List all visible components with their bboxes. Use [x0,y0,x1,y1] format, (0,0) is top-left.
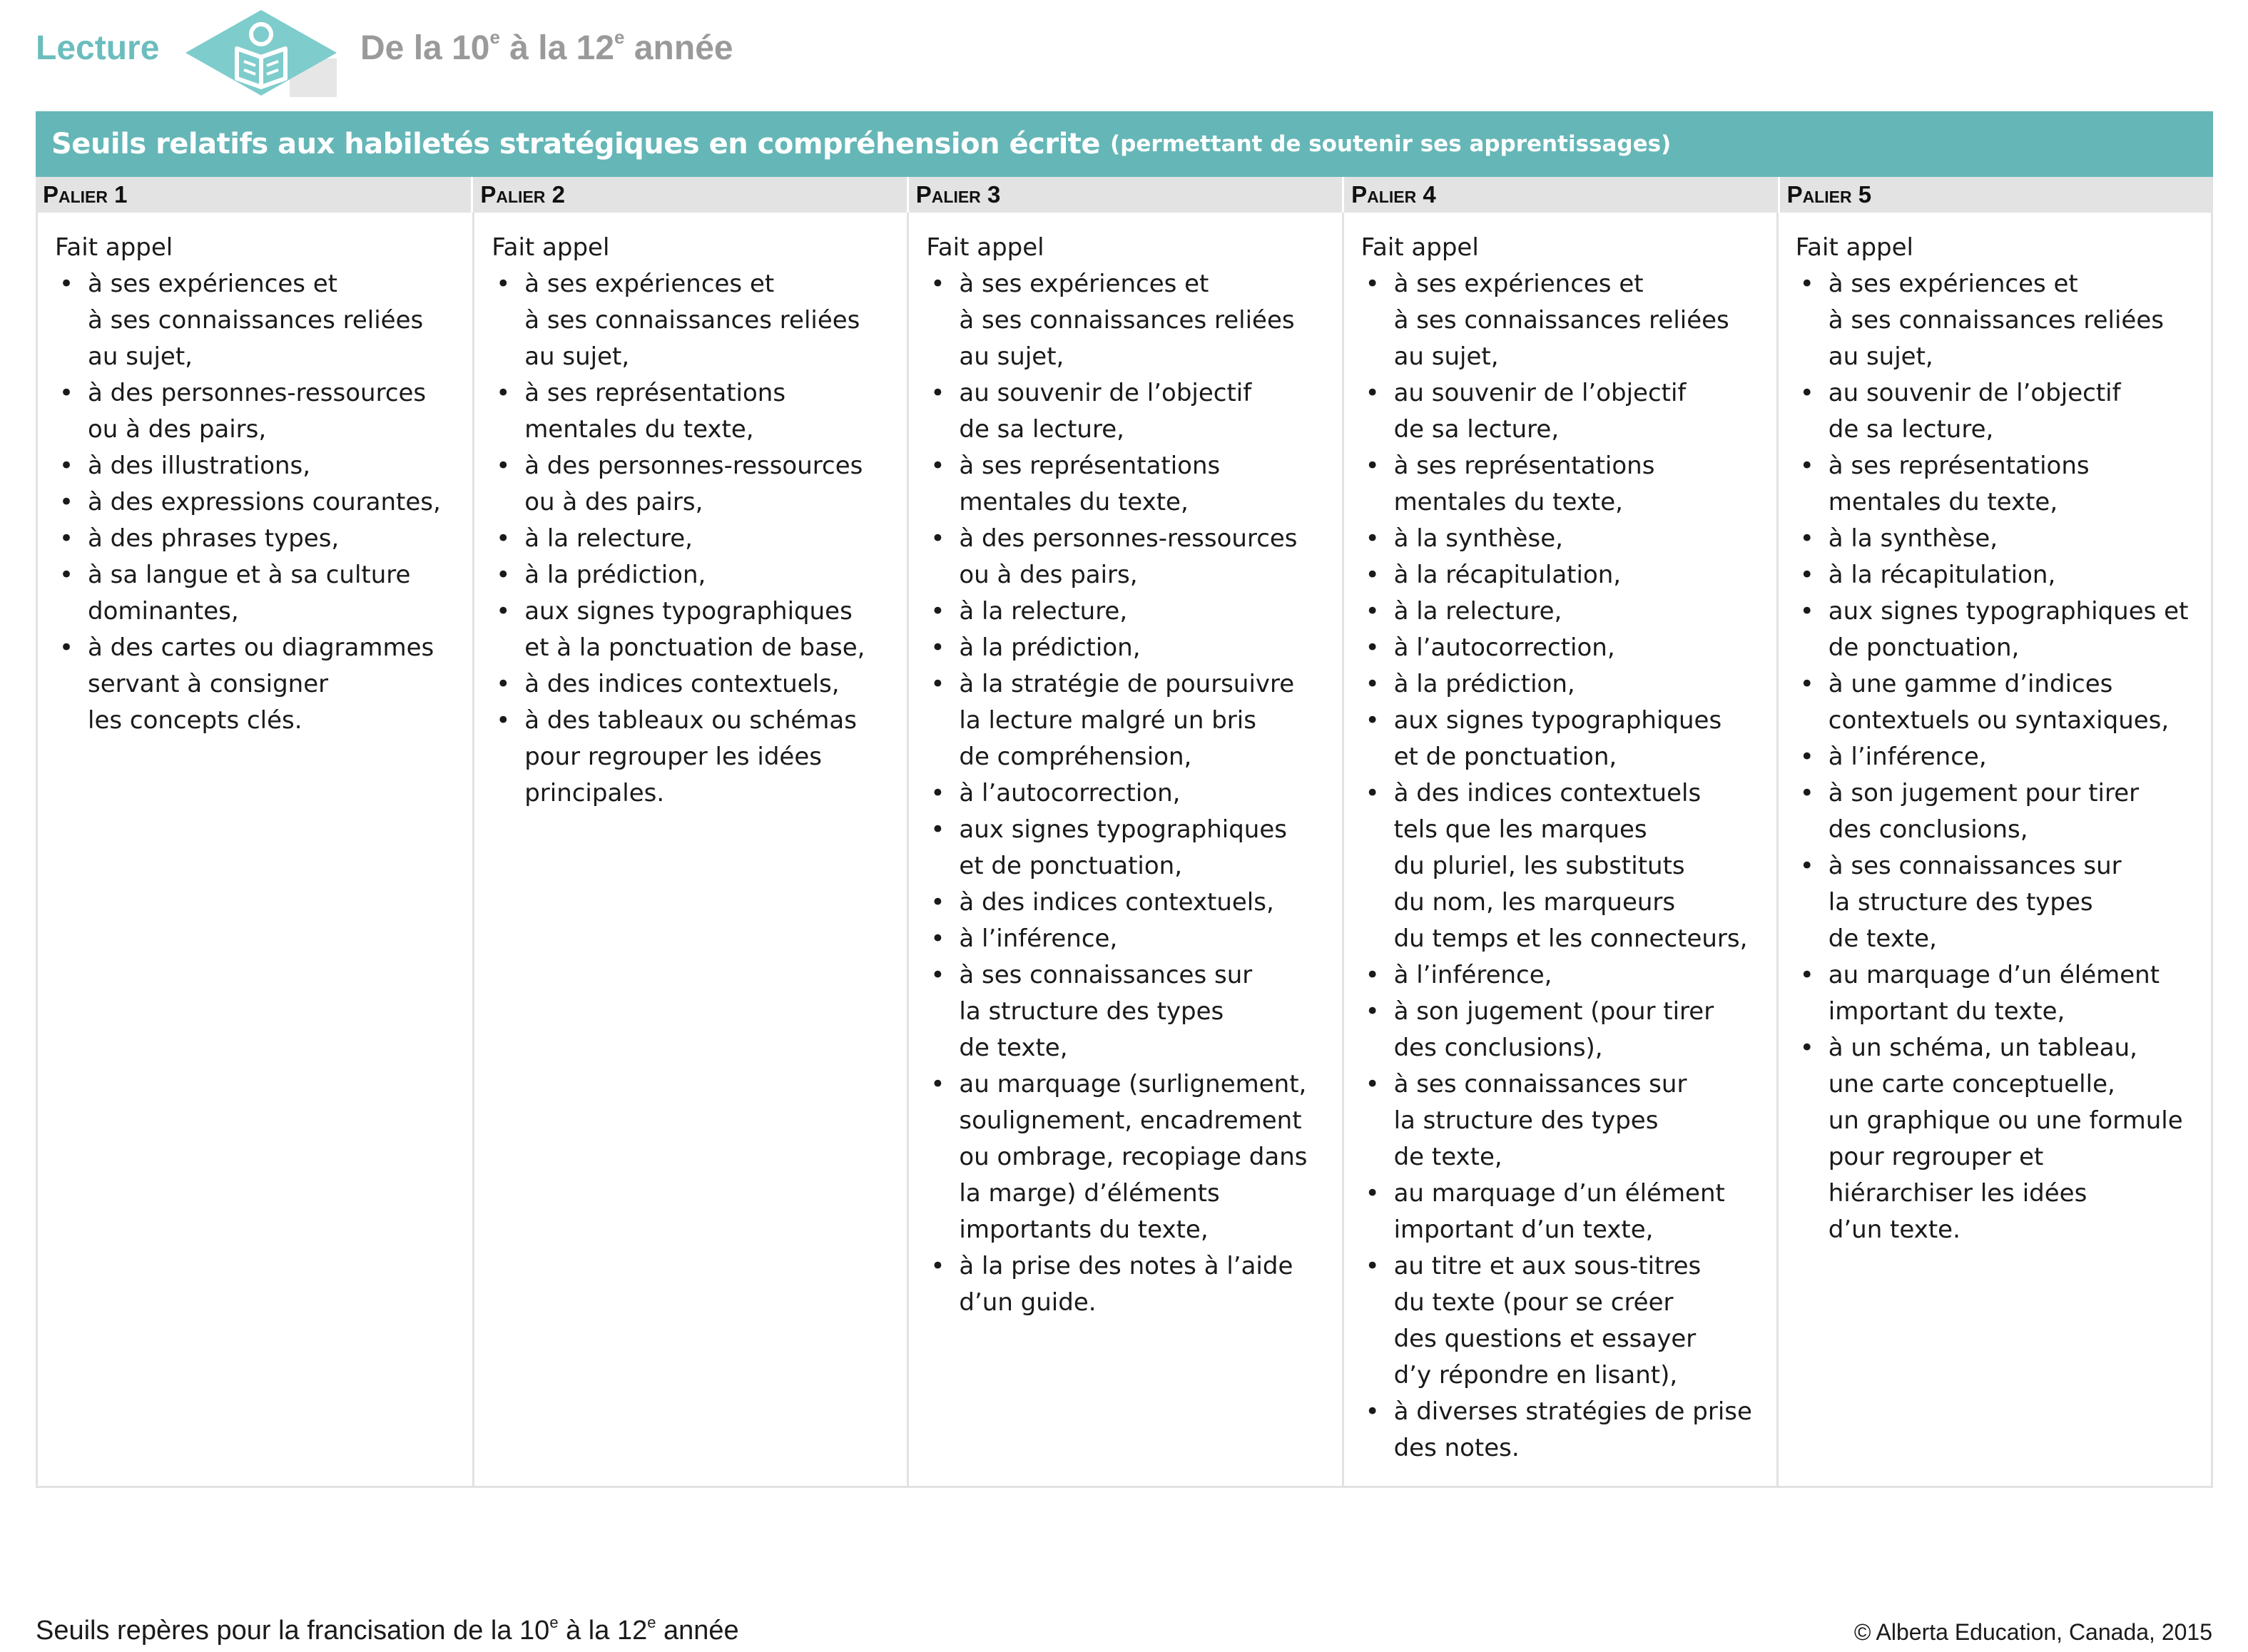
list-item: • à la prédiction, [492,557,892,593]
list-item: • au marquage (surlignement, soulignement, encadrement ou ombrage, recopiage dans la marge) d’éléments importants du texte, [926,1066,1327,1248]
list-item: • à la relecture, [1361,593,1762,630]
list-item: • à ses expériences et à ses connaissances reliées au sujet, [55,266,458,375]
list-item: • à ses représentations mentales du texte, [926,448,1327,521]
list-item: • à des phrases types, [55,521,458,557]
list-item: • au marquage d’un élément important d’un texte, [1361,1176,1762,1248]
tier-column-5 [1776,213,2211,1486]
list-item: • à des personnes-ressources ou à des pairs, [926,521,1327,593]
list-item: • aux signes typographiques et de ponctuation, [926,812,1327,884]
list-item: • à la prédiction, [1361,666,1762,703]
strategy-list [926,266,1327,1321]
strategy-list [1796,266,2197,1248]
list-item: • à diverses stratégies de prise des notes. [1361,1394,1762,1467]
column-intro: Fait appel [492,233,610,262]
column-intro: Fait appel [1361,233,1479,262]
list-item: • à la stratégie de poursuivre la lecture malgré un bris de compréhension, [926,666,1327,775]
grade-heading: De la 10e à la 12e année [360,26,733,67]
list-item: • à l’inférence, [926,921,1327,957]
list-item: • à la récapitulation, [1796,557,2197,593]
list-item: • à ses représentations mentales du texte, [1361,448,1762,521]
list-item: • à ses expériences et à ses connaissances reliées au sujet, [492,266,892,375]
strategy-list [55,266,458,739]
list-item: • à l’autocorrection, [1361,630,1762,666]
tier-header-2: Palier 2 [471,177,906,213]
list-item: • à l’inférence, [1361,957,1762,994]
list-item: • à ses représentations mentales du texte, [1796,448,2197,521]
topic-label: Lecture [36,29,160,67]
column-intro: Fait appel [926,233,1044,262]
table-title-banner [36,111,2213,177]
tier-header-3: Palier 3 [907,177,1342,213]
list-item: • à ses connaissances sur la structure des types de texte, [1361,1066,1762,1176]
list-item: • à ses expériences et à ses connaissances reliées au sujet, [926,266,1327,375]
table-title: Seuils relatifs aux habiletés stratégiques en compréhension écrite [51,128,1101,160]
tier-header-row [36,177,2213,213]
list-item: • à la récapitulation, [1361,557,1762,593]
tier-header-5: Palier 5 [1778,177,2213,213]
list-item: • à la synthèse, [1361,521,1762,557]
list-item: • à un schéma, un tableau, une carte conceptuelle, un graphique ou une formule pour regrouper et hiérarchiser les idées d’un texte. [1796,1030,2197,1248]
tier-column-4 [1342,213,1776,1486]
list-item: • aux signes typographiques et de ponctuation, [1361,703,1762,775]
tier-header-1: Palier 1 [43,181,128,208]
list-item: • à son jugement (pour tirer des conclusions), [1361,994,1762,1066]
list-item: • à des illustrations, [55,448,458,484]
list-item: • aux signes typographiques et de ponctuation, [1796,593,2197,666]
list-item: • à ses expériences et à ses connaissances reliées au sujet, [1361,266,1762,375]
strategy-list [1361,266,1762,1467]
list-item: • à des personnes-ressources ou à des pairs, [55,375,458,448]
list-item: • à des tableaux ou schémas pour regrouper les idées principales. [492,703,892,812]
list-item: • à des indices contextuels, [926,884,1327,921]
tier-content-row [36,213,2213,1488]
list-item: • aux signes typographiques et à la ponctuation de base, [492,593,892,666]
column-intro: Fait appel [1795,233,1913,262]
list-item: • à ses connaissances sur la structure des types de texte, [1796,848,2197,957]
list-item: • à ses expériences et à ses connaissances reliées au sujet, [1796,266,2197,375]
list-item: • au titre et aux sous-titres du texte (pour se créer des questions et essayer d’y répondre en lisant), [1361,1248,1762,1394]
list-item: • au marquage d’un élément important du texte, [1796,957,2197,1030]
tier-column-2 [472,213,907,1486]
list-item: • à la relecture, [492,521,892,557]
list-item: • à des indices contextuels, [492,666,892,703]
list-item: • à sa langue et à sa culture dominantes, [55,557,458,630]
list-item: • à ses représentations mentales du texte, [492,375,892,448]
table-subtitle: (permettant de soutenir ses apprentissages) [1110,131,1672,157]
tier-header-4: Palier 4 [1342,177,1777,213]
list-item: • à la relecture, [926,593,1327,630]
tier-column-1 [38,213,472,1486]
list-item: • au souvenir de l’objectif de sa lecture, [1361,375,1762,448]
list-item: • à des indices contextuels tels que les marques du pluriel, les substituts du nom, les marqueurs du temps et les connecteurs, [1361,775,1762,957]
list-item: • à des personnes-ressources ou à des pairs, [492,448,892,521]
list-item: • à la synthèse, [1796,521,2197,557]
list-item: • à ses connaissances sur la structure des types de texte, [926,957,1327,1066]
strategy-list [492,266,892,812]
footer-copyright: © Alberta Education, Canada, 2015 [1853,1619,2212,1645]
list-item: • à l’inférence, [1796,739,2197,775]
list-item: • à des expressions courantes, [55,484,458,521]
thresholds-table [36,111,2213,1488]
list-item: • à la prise des notes à l’aide d’un guide. [926,1248,1327,1321]
list-item: • à la prédiction, [926,630,1327,666]
list-item: • à une gamme d’indices contextuels ou syntaxiques, [1796,666,2197,739]
column-intro: Fait appel [55,233,173,262]
list-item: • au souvenir de l’objectif de sa lecture, [926,375,1327,448]
list-item: • à l’autocorrection, [926,775,1327,812]
list-item: • à des cartes ou diagrammes servant à consigner les concepts clés. [55,630,458,739]
list-item: • au souvenir de l’objectif de sa lecture, [1796,375,2197,448]
tier-column-3 [907,213,1341,1486]
list-item: • à son jugement pour tirer des conclusions, [1796,775,2197,848]
footer-document-title: Seuils repères pour la francisation de la 10e à la 12e année [36,1613,739,1646]
reading-book-icon [184,9,338,97]
